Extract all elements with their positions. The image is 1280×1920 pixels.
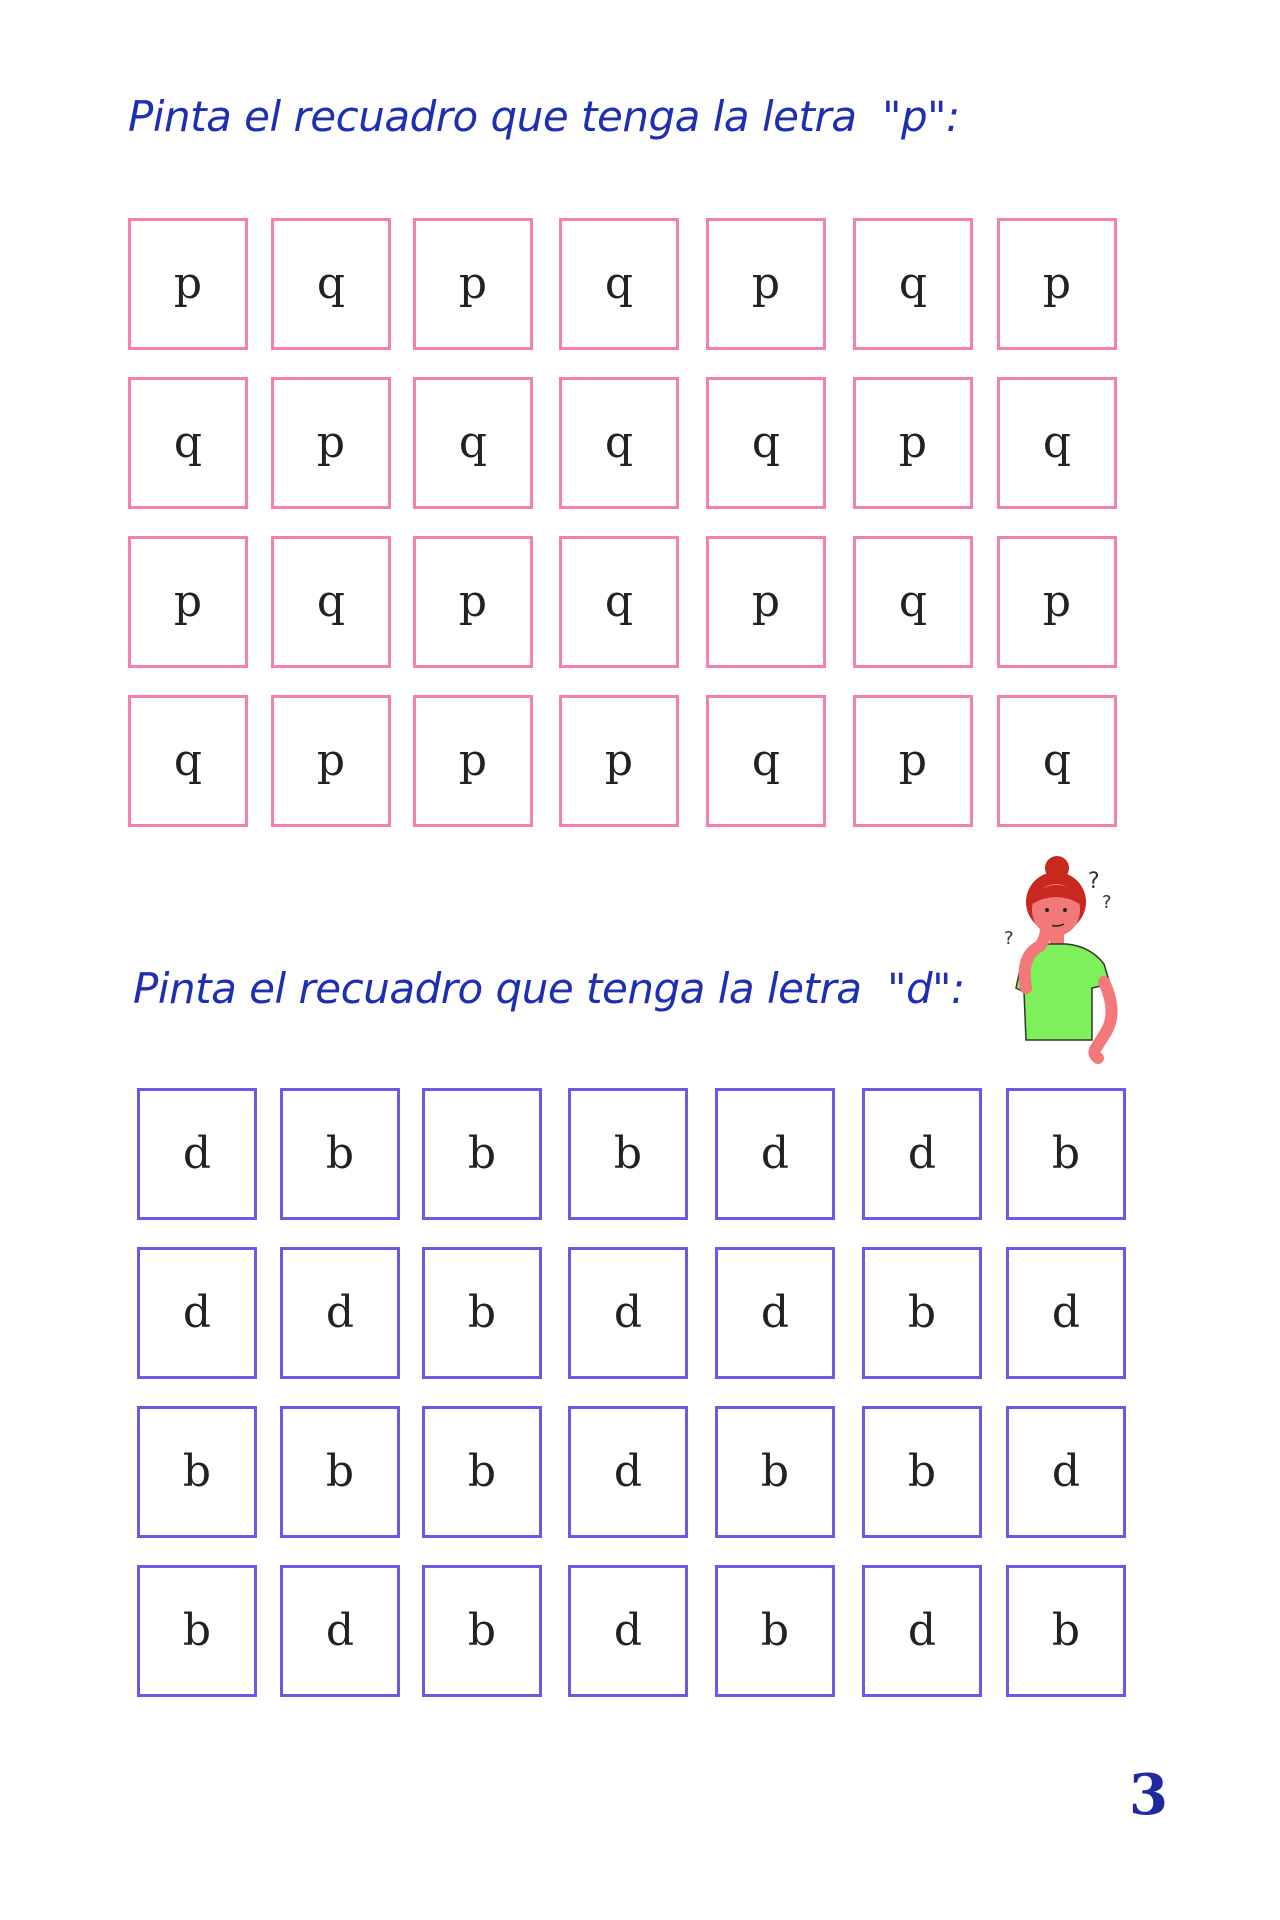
letter: p bbox=[458, 576, 488, 627]
letter: b bbox=[907, 1446, 937, 1497]
letter-box[interactable] bbox=[997, 536, 1117, 668]
letter: q bbox=[1042, 735, 1072, 786]
letter-box[interactable] bbox=[271, 536, 391, 668]
letter-box[interactable] bbox=[853, 377, 973, 509]
letter: b bbox=[182, 1446, 212, 1497]
letter: d bbox=[182, 1128, 212, 1179]
letter: d bbox=[182, 1287, 212, 1338]
letter: p bbox=[458, 735, 488, 786]
letter: b bbox=[467, 1128, 497, 1179]
letter-box[interactable] bbox=[280, 1088, 400, 1220]
letter: b bbox=[1051, 1605, 1081, 1656]
letter: p bbox=[316, 417, 346, 468]
letter-box[interactable] bbox=[1006, 1247, 1126, 1379]
letter-box[interactable] bbox=[853, 695, 973, 827]
letter-box[interactable] bbox=[280, 1565, 400, 1697]
letter: d bbox=[613, 1605, 643, 1656]
letter-box[interactable] bbox=[559, 695, 679, 827]
letter: b bbox=[907, 1287, 937, 1338]
letter: b bbox=[325, 1128, 355, 1179]
letter-box[interactable] bbox=[997, 695, 1117, 827]
letter-box[interactable] bbox=[128, 695, 248, 827]
letter: q bbox=[898, 576, 928, 627]
letter: q bbox=[604, 576, 634, 627]
letter-box[interactable] bbox=[568, 1247, 688, 1379]
letter-box[interactable] bbox=[706, 377, 826, 509]
letter: b bbox=[182, 1605, 212, 1656]
letter-box[interactable] bbox=[559, 218, 679, 350]
letter: b bbox=[467, 1446, 497, 1497]
question-mark-icon: ? bbox=[1004, 928, 1014, 949]
letter: b bbox=[613, 1128, 643, 1179]
page-number: 3 bbox=[1129, 1762, 1168, 1828]
thinking-girl-illustration bbox=[1000, 852, 1130, 1092]
letter-box[interactable] bbox=[862, 1247, 982, 1379]
letter-box[interactable] bbox=[568, 1406, 688, 1538]
letter-box[interactable] bbox=[413, 695, 533, 827]
letter-box[interactable] bbox=[271, 218, 391, 350]
letter: d bbox=[325, 1605, 355, 1656]
letter-box[interactable] bbox=[413, 377, 533, 509]
letter-box[interactable] bbox=[568, 1565, 688, 1697]
letter: q bbox=[316, 258, 346, 309]
letter: d bbox=[907, 1128, 937, 1179]
letter: q bbox=[173, 735, 203, 786]
instruction-p: Pinta el recuadro que tenga la letra "p": bbox=[128, 92, 960, 141]
letter: q bbox=[458, 417, 488, 468]
letter: p bbox=[316, 735, 346, 786]
letter-box[interactable] bbox=[422, 1088, 542, 1220]
letter-box[interactable] bbox=[862, 1406, 982, 1538]
question-mark-icon: ? bbox=[1102, 892, 1112, 913]
letter-box[interactable] bbox=[706, 218, 826, 350]
letter-box[interactable] bbox=[715, 1088, 835, 1220]
letter: d bbox=[1051, 1446, 1081, 1497]
letter-box[interactable] bbox=[559, 536, 679, 668]
letter-box[interactable] bbox=[715, 1406, 835, 1538]
letter: p bbox=[898, 735, 928, 786]
letter: p bbox=[173, 576, 203, 627]
letter-box[interactable] bbox=[422, 1247, 542, 1379]
letter-box[interactable] bbox=[706, 695, 826, 827]
letter-box[interactable] bbox=[853, 536, 973, 668]
letter: p bbox=[604, 735, 634, 786]
letter: q bbox=[751, 735, 781, 786]
letter: d bbox=[760, 1287, 790, 1338]
letter: b bbox=[467, 1605, 497, 1656]
letter: p bbox=[751, 576, 781, 627]
letter: q bbox=[751, 417, 781, 468]
letter-box[interactable] bbox=[862, 1088, 982, 1220]
letter: d bbox=[760, 1128, 790, 1179]
letter-box[interactable] bbox=[413, 218, 533, 350]
letter-box[interactable] bbox=[997, 218, 1117, 350]
letter-box[interactable] bbox=[128, 536, 248, 668]
letter-box[interactable] bbox=[271, 695, 391, 827]
letter: d bbox=[907, 1605, 937, 1656]
instruction-d: Pinta el recuadro que tenga la letra "d": bbox=[133, 964, 965, 1013]
letter-box[interactable] bbox=[715, 1565, 835, 1697]
letter-box[interactable] bbox=[137, 1565, 257, 1697]
letter: p bbox=[1042, 576, 1072, 627]
letter: b bbox=[467, 1287, 497, 1338]
letter: q bbox=[604, 258, 634, 309]
letter: q bbox=[316, 576, 346, 627]
letter-box[interactable] bbox=[271, 377, 391, 509]
letter-box[interactable] bbox=[853, 218, 973, 350]
letter-box[interactable] bbox=[280, 1247, 400, 1379]
letter: b bbox=[325, 1446, 355, 1497]
letter: d bbox=[613, 1287, 643, 1338]
letter-box[interactable] bbox=[280, 1406, 400, 1538]
letter-box[interactable] bbox=[862, 1565, 982, 1697]
letter-box[interactable] bbox=[559, 377, 679, 509]
letter: q bbox=[898, 258, 928, 309]
letter-box[interactable] bbox=[137, 1088, 257, 1220]
letter: b bbox=[1051, 1128, 1081, 1179]
letter: d bbox=[325, 1287, 355, 1338]
letter-box[interactable] bbox=[128, 377, 248, 509]
letter: q bbox=[604, 417, 634, 468]
letter-box[interactable] bbox=[422, 1406, 542, 1538]
letter: d bbox=[613, 1446, 643, 1497]
letter: b bbox=[760, 1446, 790, 1497]
letter-box[interactable] bbox=[137, 1406, 257, 1538]
letter: p bbox=[898, 417, 928, 468]
letter-box[interactable] bbox=[568, 1088, 688, 1220]
letter-box[interactable] bbox=[1006, 1565, 1126, 1697]
letter: p bbox=[173, 258, 203, 309]
letter-box[interactable] bbox=[1006, 1406, 1126, 1538]
letter: p bbox=[458, 258, 488, 309]
letter-box[interactable] bbox=[128, 218, 248, 350]
letter-box[interactable] bbox=[422, 1565, 542, 1697]
letter-box[interactable] bbox=[1006, 1088, 1126, 1220]
letter: q bbox=[173, 417, 203, 468]
letter: q bbox=[1042, 417, 1072, 468]
letter-box[interactable] bbox=[706, 536, 826, 668]
letter: d bbox=[1051, 1287, 1081, 1338]
letter-box[interactable] bbox=[715, 1247, 835, 1379]
letter: b bbox=[760, 1605, 790, 1656]
letter-box[interactable] bbox=[413, 536, 533, 668]
question-mark-icon: ? bbox=[1088, 869, 1100, 894]
letter: p bbox=[751, 258, 781, 309]
letter: p bbox=[1042, 258, 1072, 309]
letter-box[interactable] bbox=[997, 377, 1117, 509]
letter-box[interactable] bbox=[137, 1247, 257, 1379]
